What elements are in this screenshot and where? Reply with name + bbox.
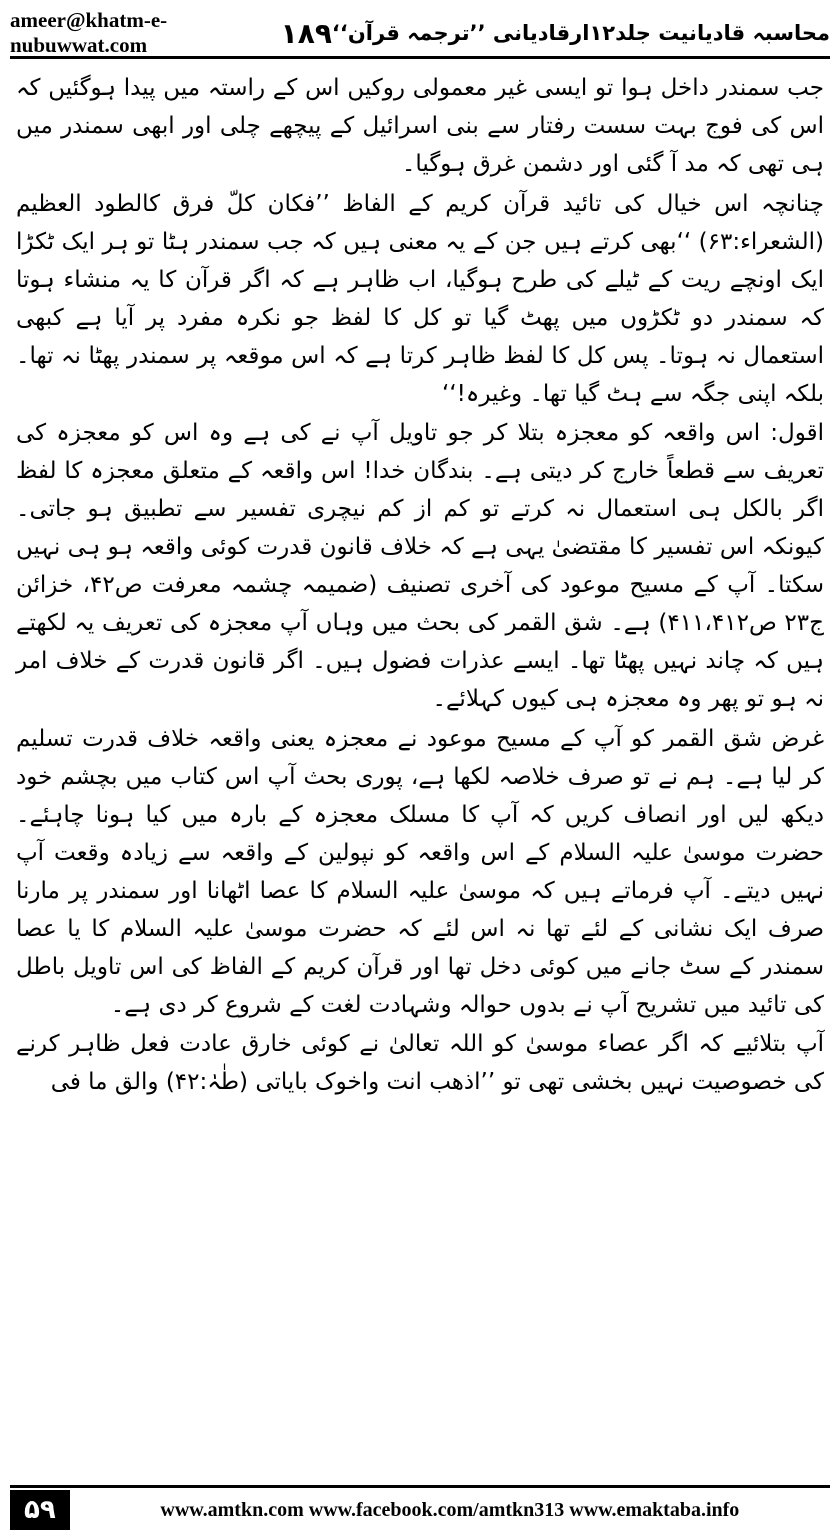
footer-urls: www.amtkn.com www.facebook.com/amtkn313 www.emaktaba.info	[160, 1498, 740, 1521]
footer-page-number: ۵۹	[10, 1490, 70, 1530]
header-page-number: ۱۸۹	[280, 16, 332, 50]
paragraph: آپ بتلائیے کہ اگر عصاء موسیٰ کو اللہ تعالیٰ نے کوئی خارق عادت فعل ظاہر کرنے کی خصوصیت نہیں بخشی تھی تو ’’اذھب انت واخوک بایاتی (طٰہٰ:۴۲) والق ما فی	[16, 1031, 824, 1096]
paragraph: غرض شق القمر کو آپ کے مسیح موعود نے معجزہ یعنی واقعہ خلاف قدرت تسلیم کر لیا ہے۔ ہم نے تو صرف خلاصہ لکھا ہے، پوری بحث آپ اس کتاب میں بچشم خود دیکھ لیں اور انصاف کریں کہ آپ کا مسلک معجزہ کے بارہ میں کیا ہونا چاہئے۔ حضرت موسیٰ علیہ السلام کے اس واقعہ کو نپولین کے واقعہ سے زیادہ وقعت آپ نہیں دیتے۔ آپ فرماتے ہیں کہ موسیٰ علیہ السلام کا عصا اٹھانا اور سمندر پر مارنا صرف ایک نشانی کے لئے تھا نہ اس لئے کہ حضرت موسیٰ علیہ السلام کا یا عصا سمندر کے سٹ جانے میں کوئی دخل تھا اور قرآن کریم کے الفاظ کی اس تاویل باطل کی تائید میں تشریح آپ نے بدوں حوالہ وشہادت لغت کے شروع کر دی ہے۔	[16, 725, 824, 1018]
body-text	[16, 70, 824, 1465]
header-title: محاسبہ قادیانیت جلد۱۲ارقادیانی ’’ترجمہ قرآن‘‘	[331, 21, 830, 45]
paragraph: جب سمندر داخل ہوا تو ایسی غیر معمولی روکیں اس کے راستہ میں پیدا ہوگئیں کہ اس کی فوج بہت سست رفتار سے بنی اسرائیل کے پیچھے چلی اور ابھی سمندر میں ہی تھی کہ مد آ گئی اور دشمن غرق ہوگیا۔	[16, 75, 824, 177]
page-header	[10, 10, 830, 59]
paragraph: چنانچہ اس خیال کی تائید قرآن کریم کے الفاظ ’’فکان کلّ فرق کالطود العظیم (الشعراء:۶۳) ‘‘بھی کرتے ہیں جن کے یہ معنی ہیں کہ جب سمندر ہٹا تو ہر ایک ٹکڑا ایک اونچے ریت کے ٹیلے کی طرح ہوگیا، اب ظاہر ہے کہ اگر قرآن کا یہ منشاء ہوتا کہ سمندر دو ٹکڑوں میں پھٹ گیا تو کل کا لفظ جو نکرہ مفرد پر آیا ہے کبھی استعمال نہ ہوتا۔ پس کل کا لفظ ظاہر کرتا ہے کہ اس موقعہ پر سمندر پھٹا نہ تھا۔ بلکہ اپنی جگہ سے ہٹ گیا تھا۔ وغیرہ!‘‘	[16, 190, 824, 407]
header-left	[10, 8, 332, 58]
paragraph: اقول: اس واقعہ کو معجزہ بتلا کر جو تاویل آپ نے کی ہے وہ اس کو معجزہ کی تعریف سے قطعاً خارج کر دیتی ہے۔ بندگان خدا! اس واقعہ کے متعلق معجزہ کا لفظ اگر بالکل ہی استعمال نہ کرتے تو کم از کم نیچری تفسیر سے تطبیق ہو جاتی۔ کیونکہ اس تفسیر کا مقتضیٰ یہی ہے کہ خلاف قانون قدرت کوئی واقعہ ہو ہی نہیں سکتا۔ آپ کے مسیح موعود کی آخری تصنیف (ضمیمہ چشمہ معرفت ص۴۲، خزائن ج۲۳ ص۴۱۱،۴۱۲) ہے۔ شق القمر کی بحث میں وہاں آپ معجزہ کی تعریف یہ لکھتے ہیں کہ چاند نہیں پھٹا تھا۔ ایسے عذرات فضول ہیں۔ اگر قانون قدرت کے خلاف امر نہ ہو تو پھر وہ معجزہ ہی کیوں کہلائے۔	[16, 420, 824, 712]
page-footer	[10, 1485, 830, 1532]
header-email: ameer@khatm-e-nubuwwat.com	[10, 8, 168, 57]
